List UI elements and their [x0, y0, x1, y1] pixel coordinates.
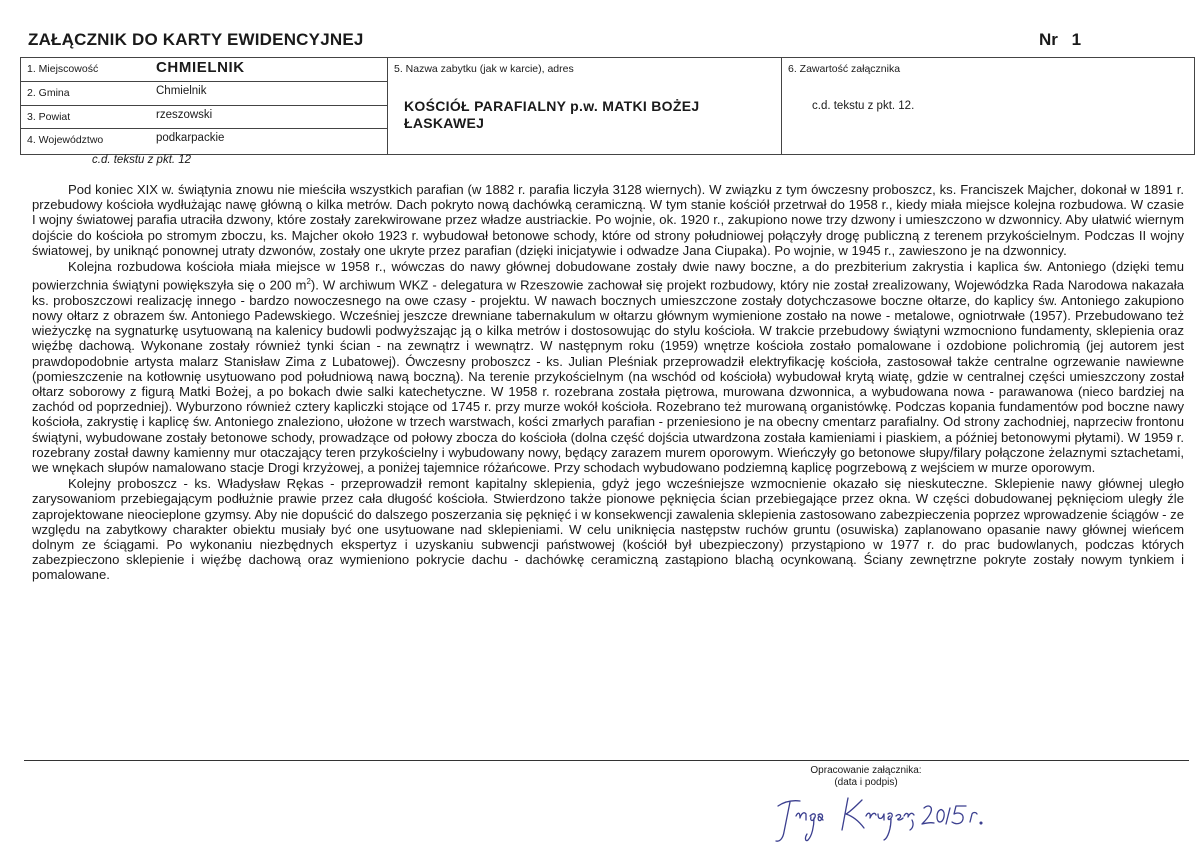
- field-zawartosc-value: c.d. tekstu z pkt. 12.: [812, 100, 915, 112]
- paragraph: [32, 259, 1184, 475]
- field-miejscowosc-value: CHMIELNIK: [156, 59, 245, 76]
- field-powiat-value: rzeszowski: [156, 108, 213, 121]
- continuation-note: c.d. tekstu z pkt. 12: [92, 154, 192, 166]
- document-header: [28, 30, 1200, 52]
- paragraph: Kolejny proboszcz - ks. Władysław Rękas - przeprowadził remont kapitalny sklepienia, gdyż jego wcześniejsze wzmocnienie okazało się nieskuteczne. Sklepienie nawy głównej uległo zarysowaniom przebiegającym podłużnie prawie przez cała długość kościoła. Stwierdzono także pionowe pęknięcia ścian przebiegające przez okna. W części dobudowanej pęknięciom uległy źle zaprojektowane nieocieplone gzymsy. Aby nie dopuścić do dalszego poszerzania się pęknięć i w konsekwencji zawalenia sklepienia zastosowano zabezpieczenia poprzez wprowadzenie ściągów - ze względu na zabytkowy charakter obiektu musiały być one usytuowane nad sklepieniami. W celu uniknięcia następstw ruchów gruntu (osuwiska) zaplanowano opasanie nawy głównej wieńcem dolnym ze ściągami. Po wykonaniu niezbędnych ekspertyz i uzyskaniu subwencji państwowej (kościół był ubezpieczony) przystąpiono w 1977 r. do prac budowlanych, podczas których zabezpieczono sklepienie i więźbę dachową oraz wymieniono pokrycie dachu - dachówkę ceramiczną zastąpiono blachą ocynkowaną. Ściany zewnętrzne pokryte zostały nowym tynkiem i pomalowane.: [32, 476, 1184, 583]
- field-wojewodztwo: [21, 129, 388, 155]
- field-miejscowosc: [21, 58, 388, 82]
- paragraph: Pod koniec XIX w. świątynia znowu nie mieściła wszystkich parafian (w 1882 r. parafia liczyła 3128 wiernych). W związku z tym ówczesny proboszcz, ks. Franciszek Majcher, dokonał w 1891 r. przebudowy kościoła wydłużając nawę główną o kilka metrów. Dach pokryto nową dachówką ceramiczną. W tym stanie kościół przetrwał do 1958 r., kiedy miała miejsce kolejna rozbudowa. W czasie I wojny światowej parafia utraciła dzwony, które zostały zarekwirowane przez władze austriackie. Po wojnie, ok. 1920 r., zakupiono nowe trzy dzwony i umieszczono w dzwonnicy. Aby ułatwić wiernym dojście do kościoła po stromym zboczu, ks. Majcher około 1923 r. wybudował betonowe schody, które od strony południowej połączyły drogę publiczną z terenem przykościelnym. Podczas II wojny światowej, by uniknąć ponownej utraty dzwonów, zostały one ukryte przez parafian (dzięki inicjatywie i odwadze Jana Ciupaka). Po wojnie, w 1945 r., zawieszono je na dzwonnicy.: [32, 182, 1184, 258]
- paragraph-part: ). W archiwum WKZ - delegatura w Rzeszowie zachował się projekt rozbudowy, który nie został zrealizowany, Wojewódzka Rada Narodowa nakazała ks. proboszczowi realizację innego - bardzo nowoczesnego na owe czasy - projektu. W nawach bocznych umieszczone zostały dotychczasowe boczne ołtarze, do kaplicy św. Antoniego zakupiono nowy ołtarz z obrazem św. Antoniego Padewskiego. Wcześniej jeszcze drewniane tabernakulum w ołtarzu głównym wymienione zostało na nowe - metalowe, ogniotrwałe (1957). Przebudowano też wieżyczkę na sygnaturkę usytuowaną na kalenicy budowli podwyższając ją o kilka metrów i dostosowując do stylu kościoła. W trakcie przebudowy świątyni wzmocniono fundamenty, sklepienia oraz więźbę dachową. Wykonane zostały również tynki ścian - na zewnątrz i wewnątrz. W następnym roku (1959) wnętrze kościoła zostało pomalowane i ozdobione polichromią (jej autorem jest prawdopodobnie artysta malarz Stanisław Zima z Lubatowej). Ówczesny proboszcz - ks. Julian Pleśniak przeprowadził elektryfikację kościoła, zastosował także centralne ogrzewanie nawiewne (pomieszczenie na kotłownię usytuowano pod południową nawą boczną). Na terenie przykościelnym (na wschód od kościoła) wybudował krytą wiatę, gdzie w centralnej części umieszczony został ołtarz soborowy z figurą Matki Bożej, a po bokach dwie salki katechetyczne. W 1958 r. rozebrana została piętrowa, murowana dzwonnica, a wybudowana nowa - parawanowa (nieco bardziej na zachód od poprzedniej). Wyburzono również cztery kapliczki stojące od 1745 r. przy murze wokół kościoła. Rozebrano też murowaną organistówkę. Podczas kopania fundamentów pod boczne nawy kościoła, zakrystię i kaplicę św. Antoniego znaleziono, ułożone w trzech warstwach, kości zmarłych parafian - przeniesiono je na obecny cmentarz parafialny. Od strony zachodniej, naprzeciw frontonu świątyni, wybudowane zostały betonowe schody, prowadzące od połowy zbocza do kościoła (dolna część dojścia utwardzona została kamieniami i piaskiem, a później betonowymi płytami). W 1959 r. rozebrany został dawny kamienny mur otaczający teren przykościelny i wybudowany nowy, będący zarazem murem oporowym. Wieńczyły go betonowe słupy/filary połączone żelaznymi sztachetami, we wnękach słupów namalowano stacje Drogi krzyżowej, a poniżej tajemnice różańcowe. Przy schodach wybudowano podziemną kaplicę pogrzebową z wejściem w murze oporowym.: [32, 277, 1184, 476]
- field-powiat-label: 3. Powiat: [27, 110, 71, 123]
- field-zawartosc: [782, 58, 1195, 155]
- attachment-number: Nr 1: [1039, 30, 1082, 49]
- field-nazwa-value: KOŚCIÓŁ PARAFIALNY p.w. MATKI BOŻEJ ŁASKAWEJ: [404, 98, 700, 131]
- field-gmina-label: 2. Gmina: [27, 86, 70, 99]
- field-gmina: [21, 81, 388, 105]
- handwritten-signature: [770, 786, 1010, 846]
- field-miejscowosc-label: 1. Miejscowość: [27, 63, 99, 75]
- identification-table: [20, 57, 1195, 155]
- field-wojewodztwo-value: podkarpackie: [156, 132, 225, 145]
- field-powiat: [21, 105, 388, 129]
- superscript: 2: [306, 277, 311, 287]
- bottom-divider: [24, 760, 1189, 761]
- field-wojewodztwo-label: 4. Województwo: [27, 134, 104, 147]
- field-nazwa-label: 5. Nazwa zabytku (jak w karcie), adres: [394, 63, 574, 75]
- signature-label-line: Opracowanie załącznika:: [810, 765, 922, 776]
- document-title: ZAŁĄCZNIK DO KARTY EWIDENCYJNEJ: [28, 30, 364, 49]
- field-gmina-value: Chmielnik: [156, 84, 207, 97]
- field-nazwa-zabytku: [388, 58, 782, 155]
- paragraph-part: Kolejna rozbudowa kościoła miała miejsce w 1958 r., wówczas do nawy głównej dobudowane zostały dwie nawy boczne, a do prezbiterium zakrystia i kaplica św. Antoniego (dzięki temu powierzchnia świątyni powiększyła się o 200 m: [32, 259, 1184, 293]
- field-zawartosc-label: 6. Zawartość załącznika: [788, 63, 901, 75]
- signature-label-line: (data i podpis): [834, 777, 898, 788]
- body-text: [32, 182, 1184, 584]
